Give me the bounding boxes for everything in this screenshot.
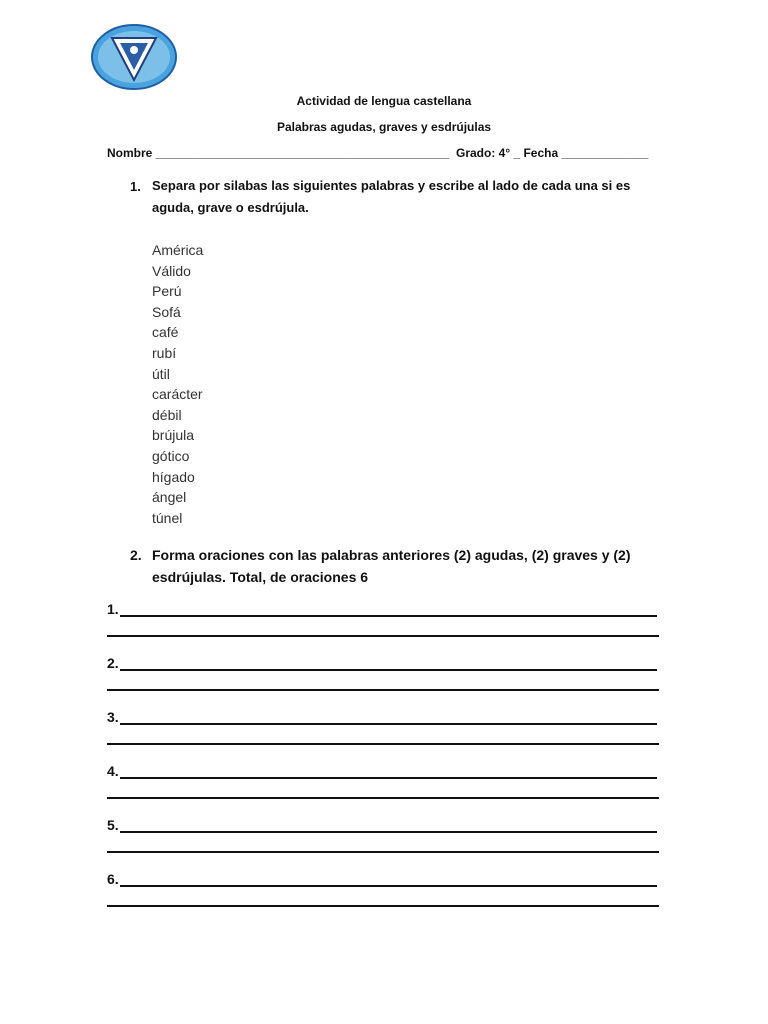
word-item: rubí — [152, 344, 177, 361]
word-list — [152, 240, 203, 528]
word-item: débil — [152, 406, 182, 423]
word-item: hígado — [152, 468, 195, 485]
answer-line-3[interactable] — [107, 708, 659, 762]
word-item: Perú — [152, 283, 182, 300]
answer-rule[interactable] — [120, 870, 657, 887]
answer-rule[interactable] — [120, 762, 657, 779]
answer-line-5[interactable] — [107, 816, 659, 870]
answer-line-1[interactable] — [107, 600, 659, 654]
word-item: Sofá — [152, 303, 181, 320]
answer-line-number: 2. — [107, 655, 119, 671]
answer-rule[interactable] — [120, 708, 657, 725]
student-info-line[interactable]: Nombre ____________________________________________ Grado: 4° _ Fecha _____________ — [107, 146, 649, 160]
question-2-text: Forma oraciones con las palabras anteriores (2) agudas, (2) graves y (2) esdrújulas. Total, de oraciones 6 — [152, 547, 631, 585]
answer-rule-continuation[interactable] — [107, 905, 659, 907]
answer-rule-continuation[interactable] — [107, 635, 659, 637]
word-item: útil — [152, 365, 170, 382]
question-1-number: 1. — [130, 179, 141, 194]
word-item: brújula — [152, 427, 195, 444]
school-logo — [90, 22, 178, 92]
answer-rule-continuation[interactable] — [107, 689, 659, 691]
word-item: gótico — [152, 447, 190, 464]
word-item: café — [152, 324, 179, 341]
answer-rule-continuation[interactable] — [107, 743, 659, 745]
answer-rule[interactable] — [120, 816, 657, 833]
answer-rule[interactable] — [120, 654, 657, 671]
answer-line-number: 6. — [107, 871, 119, 887]
answer-line-2[interactable] — [107, 654, 659, 708]
answer-line-number: 3. — [107, 709, 119, 725]
answer-line-number: 1. — [107, 601, 119, 617]
question-1-text: Separa por silabas las siguientes palabras y escribe al lado de cada una si es aguda, grave o esdrújula. — [152, 178, 631, 215]
page-subtitle: Palabras agudas, graves y esdrújulas — [276, 120, 492, 134]
word-item: Válido — [152, 262, 191, 279]
answer-line-number: 5. — [107, 817, 119, 833]
word-item: túnel — [152, 509, 183, 526]
word-item: carácter — [152, 386, 203, 403]
answer-rule[interactable] — [120, 600, 657, 617]
page-title: Actividad de lengua castellana — [296, 94, 472, 108]
answer-rule-continuation[interactable] — [107, 851, 659, 853]
answer-line-number: 4. — [107, 763, 119, 779]
question-2-number: 2. — [130, 547, 142, 563]
answer-rule-continuation[interactable] — [107, 797, 659, 799]
answer-line-6[interactable] — [107, 870, 659, 924]
word-item: América — [152, 242, 204, 258]
answer-line-4[interactable] — [107, 762, 659, 816]
word-item: ángel — [152, 489, 187, 506]
answer-lines — [107, 600, 659, 924]
